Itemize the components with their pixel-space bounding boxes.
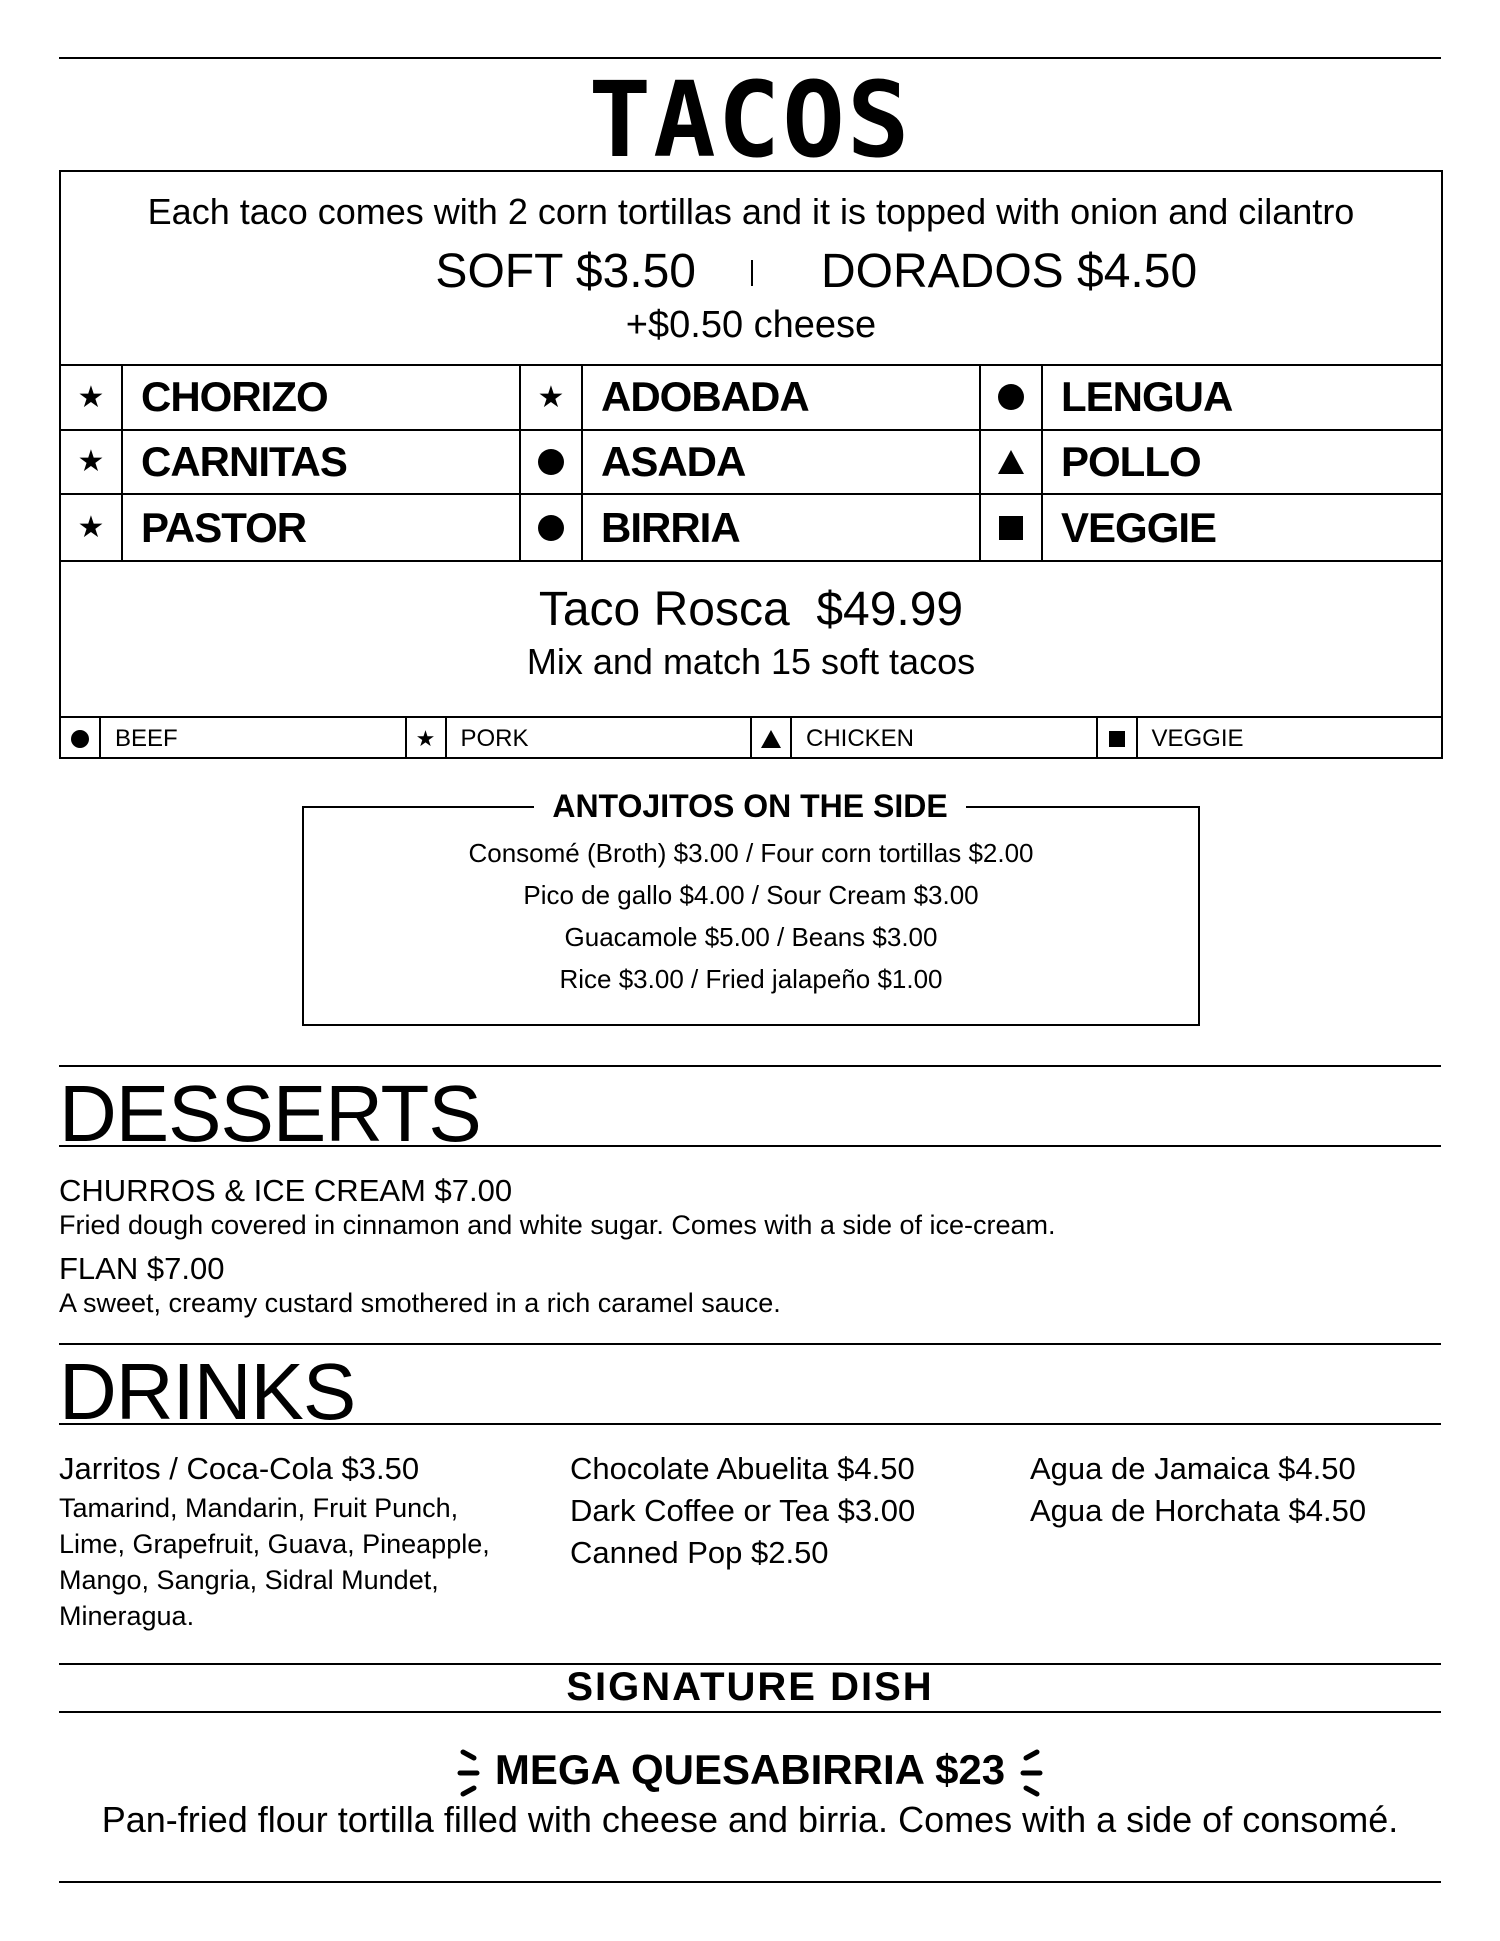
drink-flavors: Mineragua. (59, 1601, 195, 1631)
triangle-icon (752, 718, 792, 759)
side-line: Pico de gallo $4.00 / Sour Cream $3.00 (523, 880, 979, 910)
star-icon: ★ (61, 431, 123, 494)
meat-name: CHORIZO (141, 373, 328, 421)
meat-cell (521, 495, 981, 560)
dorados-price: DORADOS $4.50 (821, 245, 1198, 298)
soft-price: SOFT $3.50 (435, 245, 696, 298)
meat-cell (61, 366, 521, 431)
antojitos-title-wrap (0, 784, 1500, 828)
drinks-top-rule (59, 1343, 1441, 1345)
drink-item: Jarritos / Coca-Cola $3.50 (59, 1451, 420, 1486)
meat-grid (61, 364, 1441, 562)
drink-item: Canned Pop $2.50 (570, 1535, 829, 1570)
star-icon: ★ (407, 718, 447, 759)
drink-flavors: Mango, Sangria, Sidral Mundet, (59, 1565, 439, 1595)
bottom-rule (59, 1881, 1441, 1883)
side-line: Rice $3.00 / Fried jalapeño $1.00 (559, 964, 943, 994)
legend (61, 716, 1441, 759)
legend-label: PORK (460, 724, 529, 752)
signature-title: SIGNATURE DISH (566, 1665, 934, 1709)
drink-item: Agua de Horchata $4.50 (1030, 1493, 1367, 1528)
star-icon: ★ (521, 366, 583, 429)
legend-label: CHICKEN (806, 724, 915, 752)
taco-rosca-title: Taco Rosca $49.99 (538, 583, 964, 636)
meat-name: LENGUA (1061, 373, 1233, 421)
meat-cell (981, 366, 1441, 431)
meat-name: ASADA (601, 437, 746, 485)
legend-item (61, 718, 407, 759)
drinks-bottom-rule (59, 1423, 1441, 1425)
circle-icon (521, 431, 583, 494)
drinks-col-3 (1030, 1448, 1440, 1532)
legend-item (752, 718, 1098, 759)
meat-cell (61, 495, 521, 560)
signature-dish-line (0, 1744, 1500, 1798)
star-icon: ★ (61, 366, 123, 429)
tacos-title: TACOS (588, 59, 912, 181)
meat-name: BIRRIA (601, 503, 740, 551)
drinks-col-1 (59, 1448, 539, 1634)
cheese-price: +$0.50 cheese (625, 304, 877, 346)
desserts-title: DESSERTS (59, 1069, 481, 1158)
tacos-intro: Each taco comes with 2 corn tortillas and it is topped with onion and cilantro (147, 191, 1355, 232)
square-icon (1098, 718, 1138, 759)
burst-right-icon (1017, 1748, 1043, 1798)
price-divider (751, 260, 753, 286)
drink-item: Dark Coffee or Tea $3.00 (570, 1493, 916, 1528)
signature-bottom-rule (59, 1711, 1441, 1713)
dessert-desc: A sweet, creamy custard smothered in a rich caramel sauce. (59, 1288, 781, 1318)
dessert-name: FLAN $7.00 (59, 1251, 225, 1286)
meat-cell (521, 366, 981, 431)
desserts-bottom-rule (59, 1145, 1441, 1147)
star-icon: ★ (61, 495, 123, 560)
dessert-name: CHURROS & ICE CREAM $7.00 (59, 1173, 513, 1208)
meat-cell (61, 431, 521, 496)
burst-left-icon (457, 1748, 483, 1798)
drinks-title: DRINKS (59, 1347, 356, 1436)
meat-name: PASTOR (141, 503, 307, 551)
tacos-box (59, 170, 1443, 759)
meat-name: POLLO (1061, 437, 1201, 485)
meat-name: ADOBADA (601, 373, 809, 421)
side-line: Consomé (Broth) $3.00 / Four corn tortillas $2.00 (468, 838, 1034, 868)
legend-item (1098, 718, 1442, 759)
antojitos-box (302, 806, 1200, 1026)
drink-item: Chocolate Abuelita $4.50 (570, 1451, 915, 1486)
legend-label: VEGGIE (1151, 724, 1244, 752)
desserts-top-rule (59, 1065, 1441, 1067)
taco-rosca-desc: Mix and match 15 soft tacos (526, 641, 976, 682)
meat-cell (981, 495, 1441, 560)
drink-flavors: Tamarind, Mandarin, Fruit Punch, (59, 1493, 459, 1523)
legend-item (407, 718, 753, 759)
drink-flavors: Lime, Grapefruit, Guava, Pineapple, (59, 1529, 490, 1559)
signature-dish-desc: Pan-fried flour tortilla filled with cheese and birria. Comes with a side of consomé. (101, 1799, 1399, 1840)
square-icon (981, 495, 1043, 560)
signature-dish-name: MEGA QUESABIRRIA $23 (494, 1746, 1006, 1793)
meat-cell (981, 431, 1441, 496)
drink-item: Agua de Jamaica $4.50 (1030, 1451, 1356, 1486)
drinks-col-2 (570, 1448, 990, 1574)
legend-label: BEEF (115, 724, 178, 752)
meat-name: VEGGIE (1061, 503, 1217, 551)
dessert-desc: Fried dough covered in cinnamon and white sugar. Comes with a side of ice-cream. (59, 1210, 1056, 1240)
antojitos-title: ANTOJITOS ON THE SIDE (534, 788, 965, 824)
circle-icon (61, 718, 101, 759)
meat-cell (521, 431, 981, 496)
side-line: Guacamole $5.00 / Beans $3.00 (564, 922, 938, 952)
taco-prices (61, 242, 1441, 302)
circle-icon (521, 495, 583, 560)
meat-name: CARNITAS (141, 437, 347, 485)
circle-icon (981, 366, 1043, 429)
triangle-icon (981, 431, 1043, 494)
